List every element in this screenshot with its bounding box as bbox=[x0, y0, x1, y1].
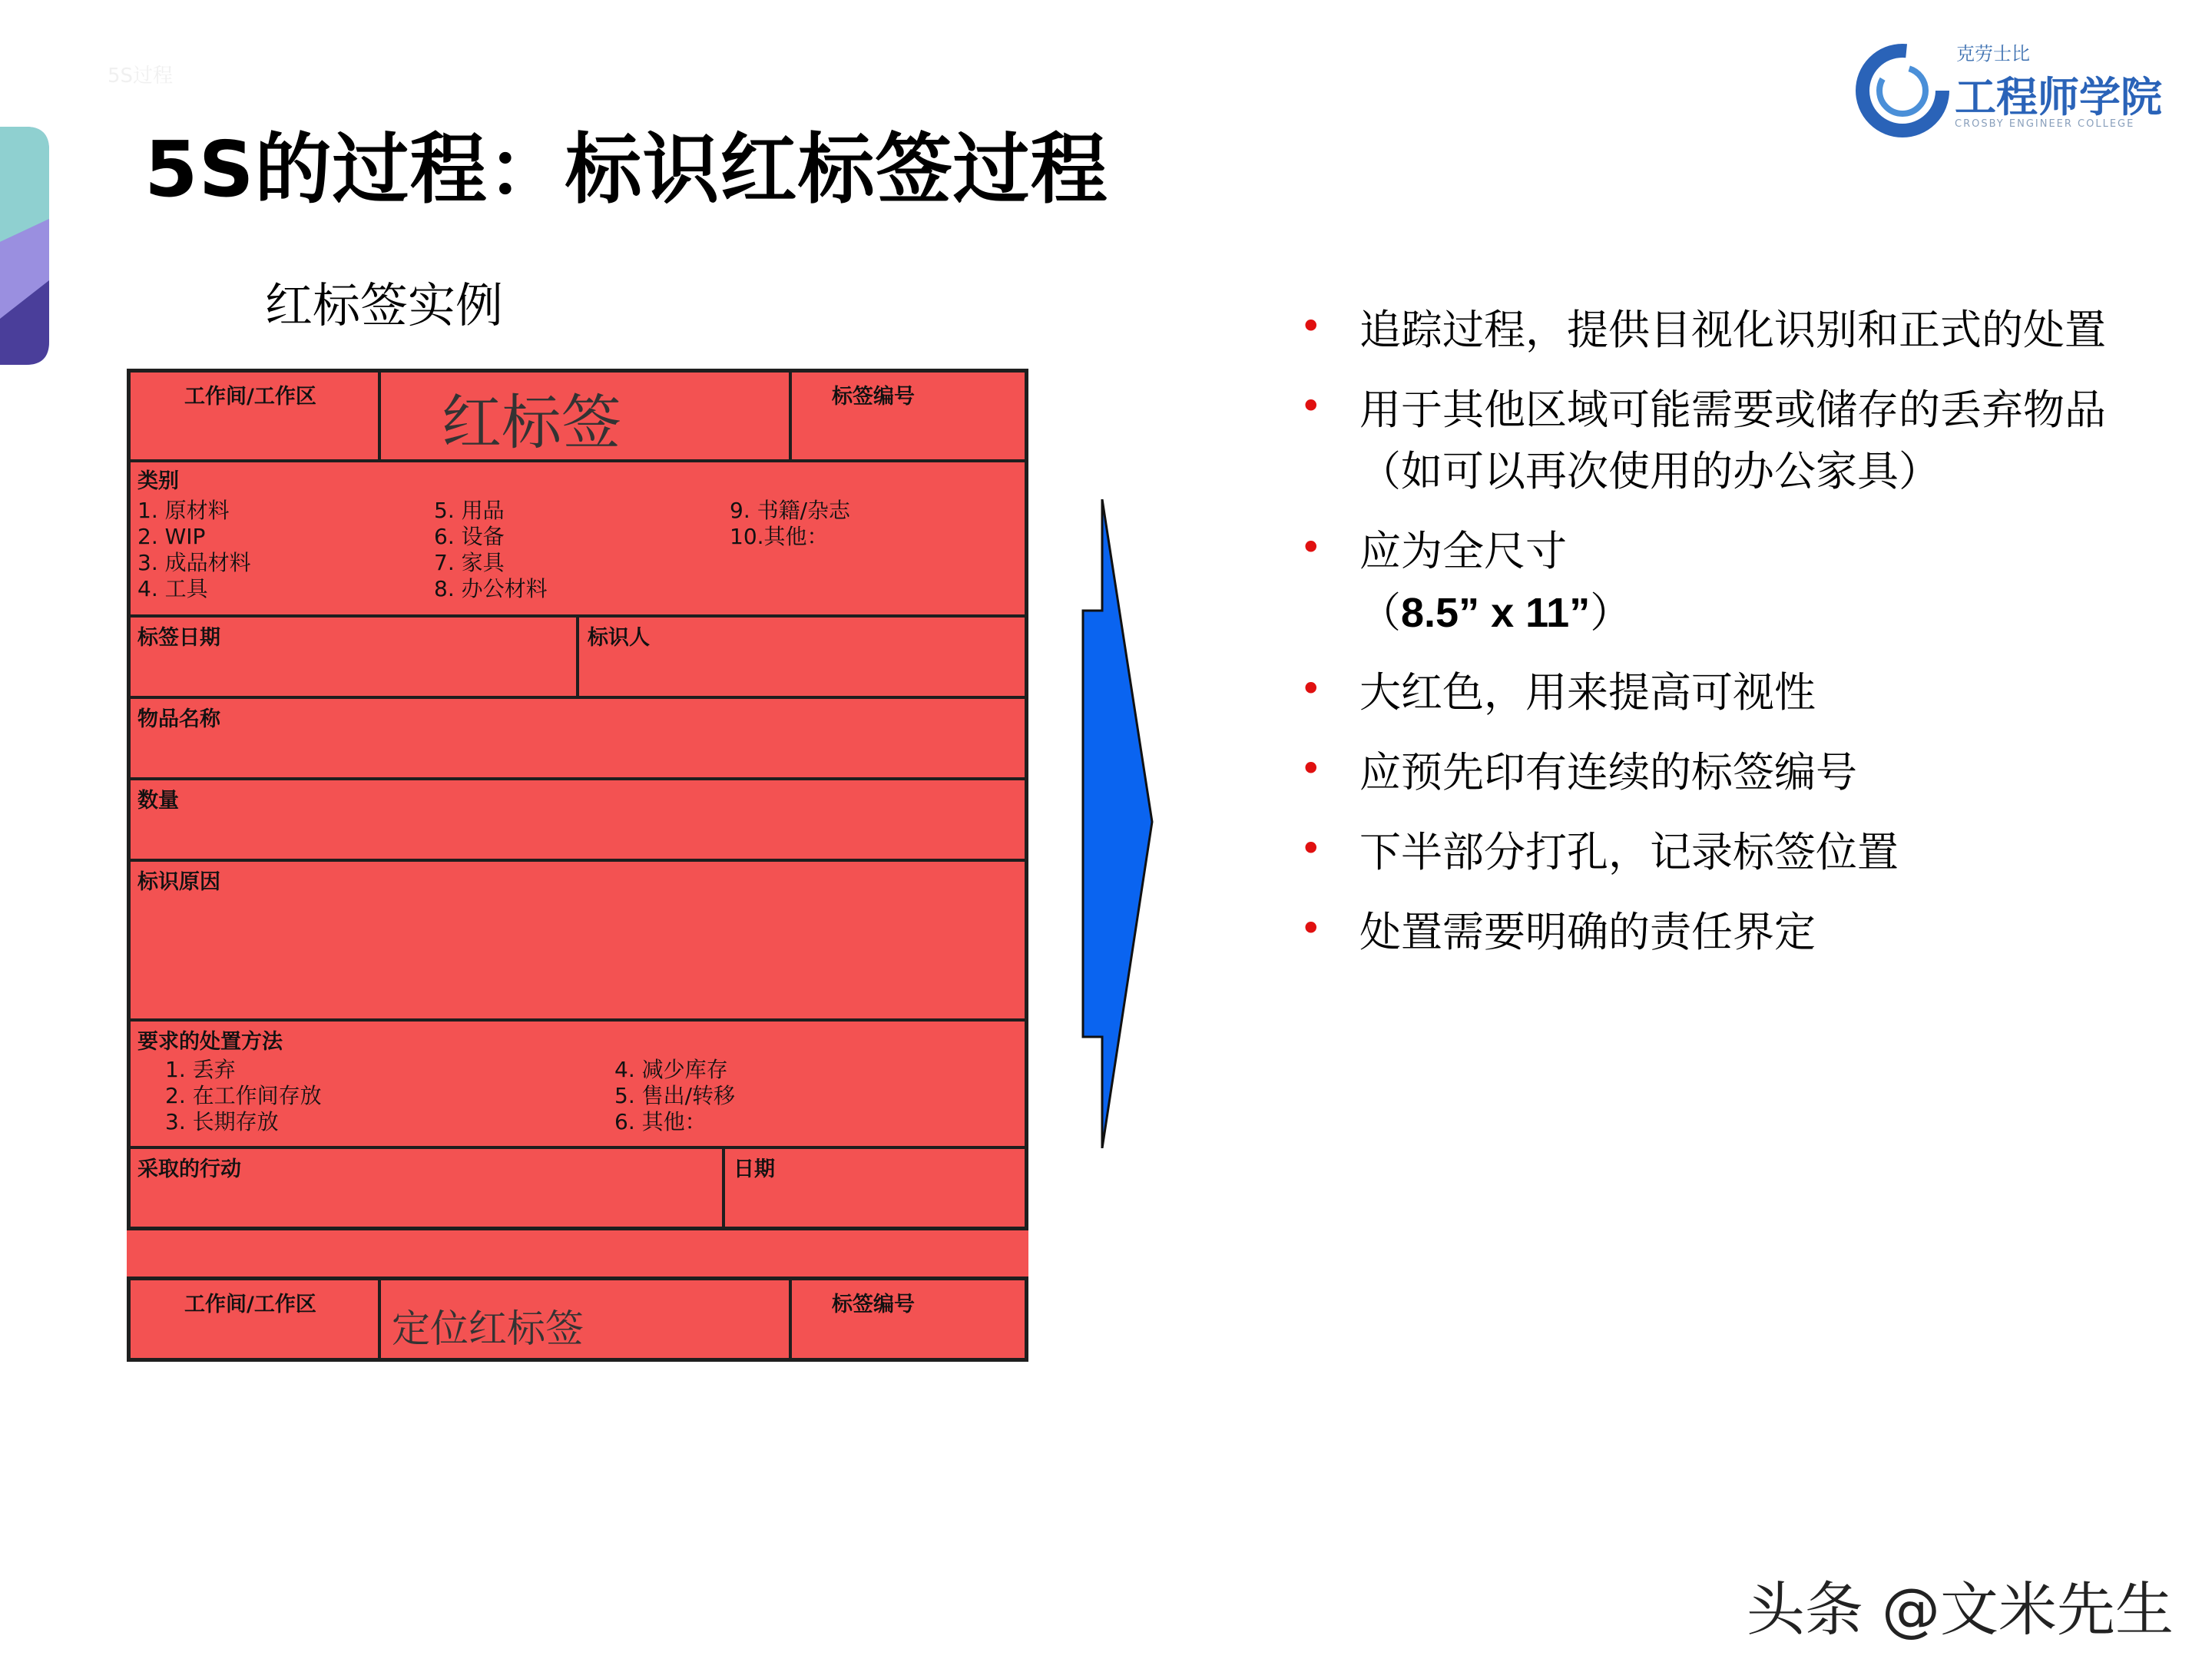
stub-heading: 定位红标签 bbox=[392, 1306, 584, 1351]
tag-heading: 红标签 bbox=[442, 389, 622, 458]
stub-number-label: 标签编号 bbox=[832, 1293, 915, 1316]
paren-open: （ bbox=[1359, 588, 1401, 637]
list-item bbox=[1298, 902, 2143, 963]
decorative-shape bbox=[0, 127, 49, 365]
action-date-label: 日期 bbox=[733, 1157, 775, 1181]
footer-watermark: 头条 @文米先生 bbox=[1746, 1575, 2174, 1644]
right-arrow-icon bbox=[1079, 499, 1156, 1148]
bullet-text: 大红色，用来提高可视性 bbox=[1359, 668, 1816, 717]
bullet-icon: • bbox=[1300, 384, 1323, 429]
bullet-icon: • bbox=[1300, 304, 1323, 349]
category-item: 1. 原材料 bbox=[137, 498, 230, 523]
logo-small-text: 克劳士比 bbox=[1956, 43, 2030, 65]
reason-label: 标识原因 bbox=[137, 870, 220, 894]
tag-date-label: 标签日期 bbox=[137, 626, 220, 650]
disposal-item: 3. 长期存放 bbox=[165, 1109, 279, 1134]
list-item bbox=[1298, 662, 2143, 724]
bullet-icon: • bbox=[1300, 906, 1323, 951]
bullet-text: 下半部分打孔，记录标签位置 bbox=[1359, 828, 1899, 876]
bullet-text: 追踪过程，提供目视化识别和正式的处置 bbox=[1359, 306, 2106, 354]
stub-area-label: 工作间/工作区 bbox=[184, 1293, 316, 1316]
row-divider bbox=[127, 1146, 1028, 1149]
disposal-item: 4. 减少库存 bbox=[614, 1057, 728, 1082]
bullet-text: 处置需要明确的责任界定 bbox=[1359, 908, 1816, 956]
category-item: 4. 工具 bbox=[137, 576, 208, 601]
disposal-item: 5. 售出/转移 bbox=[614, 1083, 736, 1108]
tag-number-label: 标签编号 bbox=[832, 385, 915, 409]
bullet-text-size bbox=[1359, 582, 2143, 644]
item-name-label: 物品名称 bbox=[137, 707, 220, 731]
bullet-icon: • bbox=[1300, 525, 1323, 570]
page-title: 5S的过程：标识红标签过程 bbox=[144, 124, 1108, 214]
subtitle: 红标签实例 bbox=[265, 277, 504, 333]
bullet-icon: • bbox=[1300, 667, 1323, 711]
red-tag-form bbox=[127, 369, 1028, 1362]
list-item bbox=[1298, 822, 2143, 883]
disposal-label: 要求的处置方法 bbox=[137, 1030, 283, 1054]
bullet-icon: • bbox=[1300, 747, 1323, 791]
tagger-label: 标识人 bbox=[588, 626, 650, 650]
bullet-text: 应预先印有连续的标签编号 bbox=[1359, 748, 1857, 796]
category-item: 6. 设备 bbox=[434, 524, 505, 549]
category-item: 2. WIP bbox=[137, 524, 206, 549]
college-logo bbox=[1847, 31, 2170, 146]
list-item bbox=[1298, 521, 2143, 644]
bullet-icon: • bbox=[1300, 826, 1323, 871]
list-item bbox=[1298, 742, 2143, 803]
logo-main-text: 工程师学院 bbox=[1955, 73, 2162, 121]
slide-watermark: 5S过程 bbox=[108, 65, 174, 88]
col-divider bbox=[722, 1146, 725, 1230]
row-divider bbox=[127, 859, 1028, 862]
paren-close: ） bbox=[1590, 588, 1632, 637]
col-divider bbox=[789, 1277, 792, 1362]
category-label: 类别 bbox=[137, 469, 179, 493]
category-item: 7. 家具 bbox=[434, 550, 505, 575]
category-item: 8. 办公材料 bbox=[434, 576, 548, 601]
bullet-list bbox=[1298, 300, 2143, 982]
disposal-item: 1. 丢弃 bbox=[165, 1057, 236, 1082]
logo-english-text: CROSBY ENGINEER COLLEGE bbox=[1955, 118, 2135, 130]
col-divider bbox=[378, 1277, 381, 1362]
col-divider bbox=[789, 369, 792, 461]
list-item bbox=[1298, 379, 2143, 502]
row-divider bbox=[127, 777, 1028, 780]
logo-ring-icon bbox=[1847, 31, 1962, 146]
disposal-item: 2. 在工作间存放 bbox=[165, 1083, 322, 1108]
col-divider bbox=[378, 369, 381, 461]
list-item bbox=[1298, 300, 2143, 361]
row-divider bbox=[127, 1018, 1028, 1022]
col-divider bbox=[576, 614, 579, 697]
area-label: 工作间/工作区 bbox=[184, 385, 316, 409]
disposal-item: 6. 其他： bbox=[614, 1109, 707, 1134]
category-item: 10.其他： bbox=[730, 524, 829, 549]
action-label: 采取的行动 bbox=[137, 1157, 241, 1181]
size-value: 8.5” x 11” bbox=[1401, 590, 1591, 636]
category-item: 9. 书籍/杂志 bbox=[730, 498, 851, 523]
bullet-text: 用于其他区域可能需要或储存的丢弃物品（如可以再次使用的办公家具） bbox=[1359, 386, 2106, 495]
category-item: 5. 用品 bbox=[434, 498, 505, 523]
bullet-text: 应为全尺寸 bbox=[1359, 527, 1567, 575]
quantity-label: 数量 bbox=[137, 789, 179, 813]
category-item: 3. 成品材料 bbox=[137, 550, 251, 575]
